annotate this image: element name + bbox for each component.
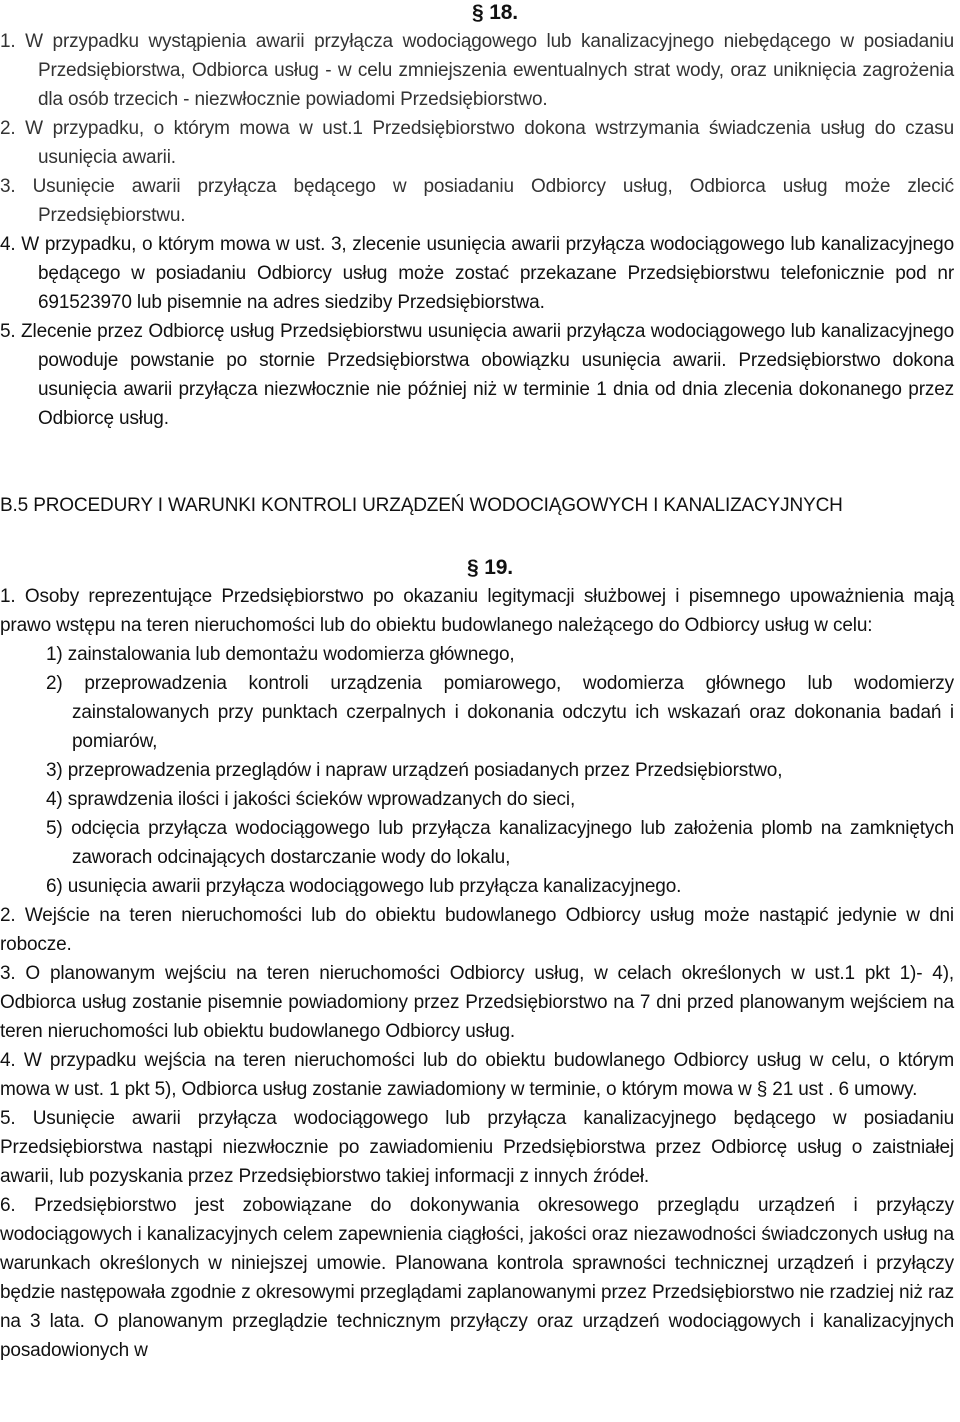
section-19-item-4: 4. W przypadku wejścia na teren nieruchomości lub do obiektu budowlanego Odbiorcy usług w celu, o którym mowa w ust. 1 pkt 5), Odbiorca usług zostanie zawiadomiony w terminie, o którym mowa w § 21 ust . 6 umowy.	[0, 1050, 954, 1100]
section-18-items	[0, 27, 960, 433]
spacer	[0, 433, 960, 491]
section-18-item-4: 4. W przypadku, o którym mowa w ust. 3, zlecenie usunięcia awarii przyłącza wodociągowego lub kanalizacyjnego będącego w posiadaniu Odbiorcy usług może zostać przekazane Przedsiębiorstwu telefonicznie pod nr 691523970 lub pisemnie na adres siedziby Przedsiębiorstwa.	[0, 234, 954, 313]
sublist-item-4: 4) sprawdzenia ilości i jakości ścieków wprowadzanych do sieci,	[46, 789, 576, 810]
section-19-item-1-intro: 1. Osoby reprezentujące Przedsiębiorstwo po okazaniu legitymacji służbowej i pisemnego upoważnienia mają prawo wstępu na teren nieruchomości lub do obiektu budowlanego należącego do Odbiorcy usług w celu:	[0, 586, 954, 636]
section-18-item-1: 1. W przypadku wystąpienia awarii przyłącza wodociągowego lub kanalizacyjnego niebędącego w posiadaniu Przedsiębiorstwa, Odbiorca usług - w celu zmniejszenia ewentualnych strat wody, oraz uniknięcia zagrożenia dla osób trzecich - niezwłocznie powiadomi Przedsiębiorstwo.	[0, 31, 954, 110]
sublist-item-2: 2) przeprowadzenia kontroli urządzenia pomiarowego, wodomierza głównego lub wodomierzy zainstalowanych przy punktach czerpalnych i dokonania odczytu ich wskazań oraz dokonania badań i pomiarów,	[46, 673, 954, 752]
section-18-item-5: 5. Zlecenie przez Odbiorcę usług Przedsiębiorstwu usunięcia awarii przyłącza wodociągowego lub kanalizacyjnego powoduje powstanie po stornie Przedsiębiorstwa obowiązku usunięcia awarii. Przedsiębiorstwo dokona usunięcia awarii przyłącza niezwłocznie nie później niż w terminie 1 dnia od dnia zlecenia dokonanego przez Odbiorcę usług.	[0, 321, 954, 429]
section-19-item-3: 3. O planowanym wejściu na teren nieruchomości Odbiorcy usług, w celach określonych w ust.1 pkt 1)- 4), Odbiorca usług zostanie pisemnie powiadomiony przez Przedsiębiorstwo na 7 dni przed planowanym wejściem na teren nieruchomości lub obiektu budowlanego Odbiorcy usług.	[0, 963, 954, 1042]
section-19-heading: § 19.	[467, 556, 513, 579]
sublist-item-3: 3) przeprowadzenia przeglądów i napraw urządzeń posiadanych przez Przedsiębiorstwo,	[46, 760, 783, 781]
section-b5-title: B.5 PROCEDURY I WARUNKI KONTROLI URZĄDZEŃ WODOCIĄGOWYCH I KANALIZACYJNYCH	[0, 495, 843, 516]
section-18-item-2: 2. W przypadku, o którym mowa w ust.1 Przedsiębiorstwo dokona wstrzymania świadczenia usług do czasu usunięcia awarii.	[0, 118, 954, 168]
section-18-heading: § 18.	[472, 1, 518, 24]
section-19-item-5: 5. Usunięcie awarii przyłącza wodociągowego lub przyłącza kanalizacyjnego będącego w posiadaniu Przedsiębiorstwa nastąpi niezwłocznie po zawiadomieniu Przedsiębiorstwa przez Odbiorcę usług o zaistniałej awarii, lub pozyskania przez Przedsiębiorstwo takiej informacji z innych źródeł.	[0, 1108, 954, 1187]
section-19-sublist	[0, 640, 960, 901]
sublist-item-6: 6) usunięcia awarii przyłącza wodociągowego lub przyłącza kanalizacyjnego.	[46, 876, 682, 897]
section-19-item-2: 2. Wejście na teren nieruchomości lub do obiektu budowlanego Odbiorcy usług może nastąpić jedynie w dni robocze.	[0, 905, 954, 955]
sublist-item-5: 5) odcięcia przyłącza wodociągowego lub przyłącza kanalizacyjnego lub założenia plomb na zamkniętych zaworach odcinających dostarczanie wody do lokalu,	[46, 818, 954, 868]
spacer	[0, 520, 960, 553]
sublist-item-1: 1) zainstalowania lub demontażu wodomierza głównego,	[46, 644, 515, 665]
section-19-items	[0, 582, 960, 1365]
section-18-item-3: 3. Usunięcie awarii przyłącza będącego w posiadaniu Odbiorcy usług, Odbiorca usług może zlecić Przedsiębiorstwu.	[0, 176, 954, 226]
section-19-item-6: 6. Przedsiębiorstwo jest zobowiązane do dokonywania okresowego przeglądu urządzeń i przyłączy wodociągowych i kanalizacyjnych celem zapewnienia ciągłości, jakości oraz niezawodności świadczonych usług na warunkach określonych w niniejszej umowie. Planowana kontrola sprawności technicznej urządzeń i przyłączy będzie następowała zgodnie z okresowymi przeglądami zaplanowanymi przez Przedsiębiorstwo nie rzadziej niż raz na 3 lata. O planowanym przeglądzie technicznym przyłączy oraz urządzeń wodociągowych i kanalizacyjnych posadowionych w	[0, 1195, 954, 1361]
